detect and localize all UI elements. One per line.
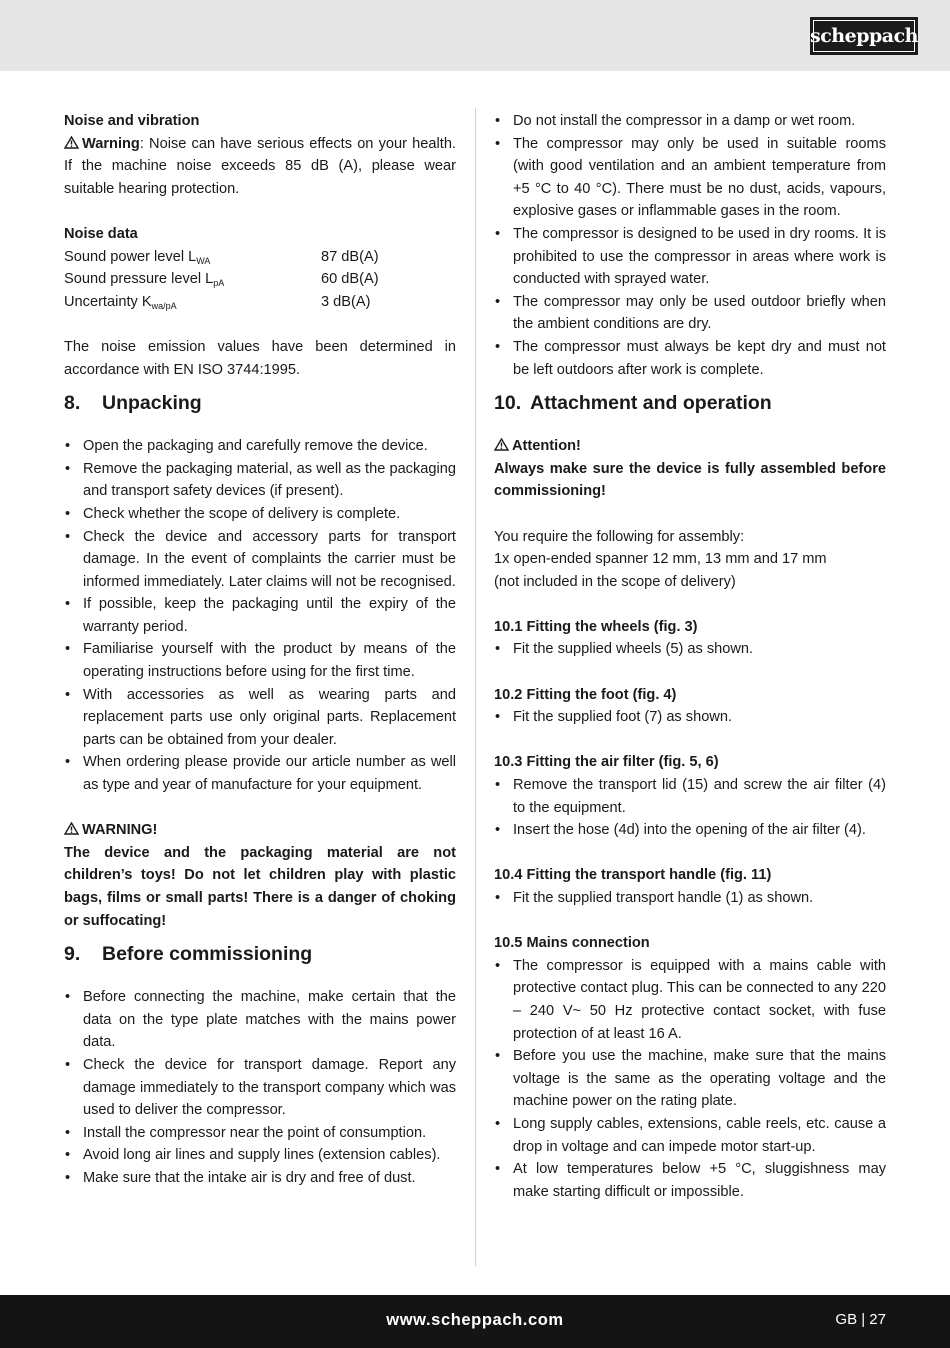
- noise-warning: Warning: Noise can have serious effects on your health. If the machine noise exceeds 85 dB (A), please wear suitable hearing protection.: [64, 135, 456, 197]
- require-tool: 1x open-ended spanner 12 mm, 13 mm and 17 mm: [494, 551, 827, 568]
- list-item: • Before you use the machine, make sure that the mains voltage is the same as the operating voltage and the machine power on the rating plate.: [494, 1045, 886, 1113]
- right-column: [494, 110, 886, 1203]
- list-item: • At low temperatures below +5 °C, sluggishness may make starting difficult or impossible.: [494, 1158, 886, 1203]
- left-column: [64, 110, 456, 1190]
- require-note: (not included in the scope of delivery): [494, 573, 736, 590]
- warning-heading: WARNING!: [64, 819, 456, 842]
- before-commissioning-list: [64, 986, 456, 1189]
- list-item: • Install the compressor near the point of consumption.: [64, 1122, 456, 1145]
- list-item: • Long supply cables, extensions, cable reels, etc. cause a drop in voltage and can impede motor start-up.: [494, 1113, 886, 1158]
- subsection-heading: 10.2 Fitting the foot (fig. 4): [494, 686, 677, 703]
- noise-emission-note: The noise emission values have been determined in accordance with EN ISO 3744:1995.: [64, 338, 456, 378]
- list-item: • Familiarise yourself with the product by means of the operating instructions before using for the first time.: [64, 638, 456, 683]
- warning-triangle-icon: [64, 136, 79, 149]
- attention-heading: Attention!: [494, 435, 886, 458]
- subsection-list: [494, 774, 886, 842]
- noise-data-row: Uncertainty $K_{wa/pA}$ 3 dB(A): [64, 293, 371, 311]
- list-item: • The compressor may only be used outdoor briefly when the ambient conditions are dry.: [494, 291, 886, 336]
- warning-triangle-icon: [64, 822, 79, 835]
- page-footer: [0, 1295, 950, 1348]
- noise-data-row: Sound pressure level $L_{pA}$ 60 dB(A): [64, 271, 379, 289]
- noise-data-heading: Noise data: [64, 225, 138, 242]
- column-divider: [475, 108, 476, 1266]
- subsection-heading: 10.5 Mains connection: [494, 935, 650, 952]
- noise-vibration-heading: Noise and vibration: [64, 113, 200, 129]
- list-item: • Check the device for transport damage. Report any damage immediately to the transport company which was used to deliver the compressor.: [64, 1054, 456, 1122]
- subsection-list: [494, 638, 886, 661]
- list-item: • Fit the supplied foot (7) as shown.: [494, 706, 886, 729]
- unpacking-list: [64, 435, 456, 797]
- noise-data-row: Sound power level $L_{WA}$ 87 dB(A): [64, 248, 379, 266]
- list-item: • Fit the supplied transport handle (1) as shown.: [494, 887, 886, 910]
- list-item: • The compressor may only be used in suitable rooms (with good ventilation and an ambient temperature from +5 °C to 40 °C). There must be no dust, acids, vapours, explosive gases or inflammable gases in the room.: [494, 133, 886, 223]
- subsection-heading: 10.1 Fitting the wheels (fig. 3): [494, 618, 698, 635]
- warning-text: The device and the packaging material are not children’s toys! Do not let children play with plastic bags, films or small parts! There is a danger of choking or suffocating!: [64, 844, 456, 929]
- list-item: • Fit the supplied wheels (5) as shown.: [494, 638, 886, 661]
- section-heading-attachment: 10. Attachment and operation: [494, 392, 772, 415]
- section-heading-unpacking: 8. Unpacking: [64, 392, 202, 415]
- list-item: • Check whether the scope of delivery is complete.: [64, 503, 456, 526]
- page-header: [0, 0, 950, 71]
- scheppach-logo: scheppach: [810, 17, 918, 55]
- list-item: • The compressor must always be kept dry and must not be left outdoors after work is complete.: [494, 336, 886, 381]
- list-item: • Do not install the compressor in a damp or wet room.: [494, 110, 886, 133]
- list-item: • Open the packaging and carefully remove the device.: [64, 435, 456, 458]
- footer-url-link[interactable]: www.scheppach.com: [386, 1311, 564, 1329]
- section-heading-before-commissioning: 9. Before commissioning: [64, 943, 313, 966]
- warning-triangle-icon: [494, 438, 509, 451]
- list-item: • Remove the packaging material, as well as the packaging and transport safety devices (if present).: [64, 458, 456, 503]
- list-item: • Remove the transport lid (15) and screw the air filter (4) to the equipment.: [494, 774, 886, 819]
- subsection-list: [494, 706, 886, 729]
- list-item: • Insert the hose (4d) into the opening of the air filter (4).: [494, 819, 886, 842]
- list-item: • With accessories as well as wearing parts and replacement parts use only original parts. Replacement parts can be obtained from your dealer.: [64, 684, 456, 752]
- installation-list: [494, 110, 886, 381]
- subsection-list: [494, 887, 886, 910]
- list-item: • If possible, keep the packaging until the expiry of the warranty period.: [64, 593, 456, 638]
- list-item: • Check the device and accessory parts for transport damage. In the event of complaints the carrier must be informed immediately. Later claims will not be recognised.: [64, 526, 456, 594]
- list-item: • The compressor is equipped with a mains cable with protective contact plug. This can be connected to any 220 – 240 V~ 50 Hz protective contact socket, with fuse protection of at least 16 A.: [494, 955, 886, 1045]
- require-intro: You require the following for assembly:: [494, 528, 745, 545]
- list-item: • Make sure that the intake air is dry and free of dust.: [64, 1167, 456, 1190]
- attention-text: Always make sure the device is fully assembled before commissioning!: [494, 460, 886, 500]
- subsection-heading: 10.4 Fitting the transport handle (fig. 11): [494, 867, 772, 884]
- list-item: • The compressor is designed to be used in dry rooms. It is prohibited to use the compressor in areas where work is conducted with sprayed water.: [494, 223, 886, 291]
- subsection-list: [494, 955, 886, 1204]
- list-item: • When ordering please provide our article number as well as type and year of manufacture for your equipment.: [64, 751, 456, 796]
- list-item: • Avoid long air lines and supply lines (extension cables).: [64, 1144, 456, 1167]
- list-item: • Before connecting the machine, make certain that the data on the type plate matches with the mains power data.: [64, 986, 456, 1054]
- subsection-heading: 10.3 Fitting the air filter (fig. 5, 6): [494, 754, 719, 771]
- page-number: GB | 27: [835, 1311, 886, 1328]
